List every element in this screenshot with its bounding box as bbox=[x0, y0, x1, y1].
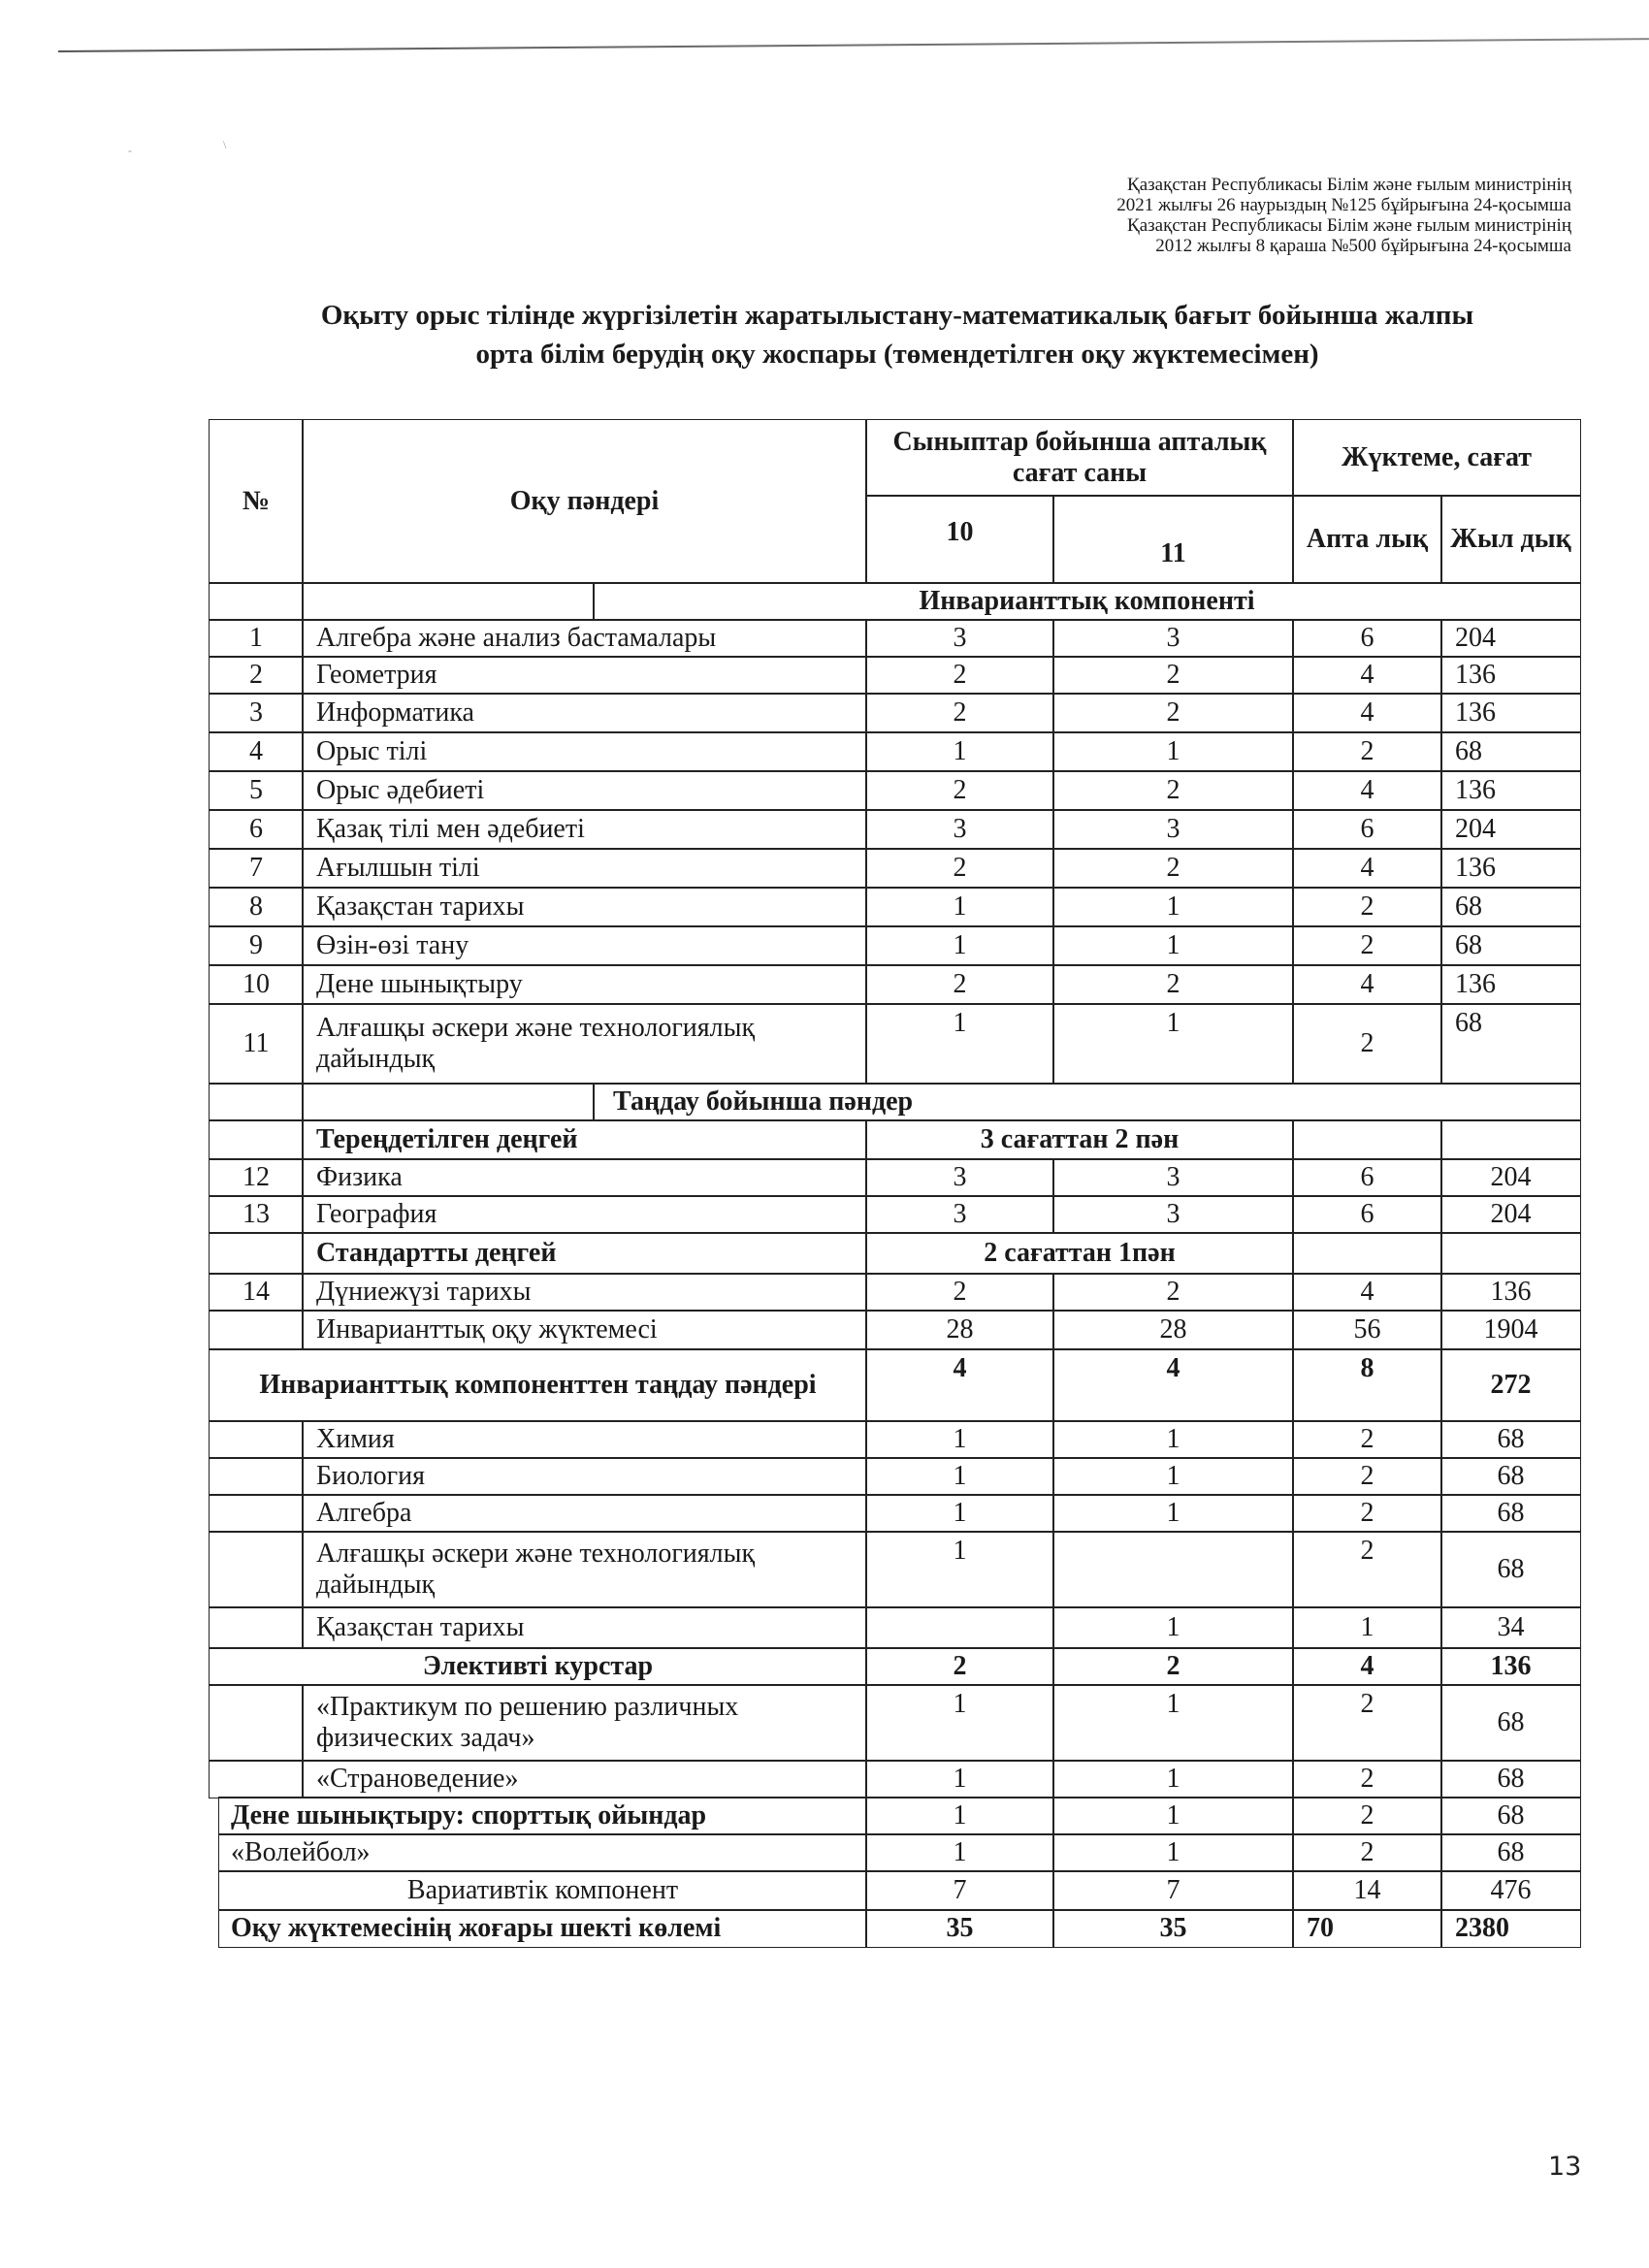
row-annual: 68 bbox=[1440, 1531, 1581, 1608]
header-annual: Жыл дық bbox=[1440, 495, 1581, 584]
row-subject: Қазақстан тарихы bbox=[302, 1606, 867, 1649]
row-weekly: 1 bbox=[1292, 1606, 1442, 1649]
row-class-11: 35 bbox=[1052, 1909, 1294, 1948]
order-reference-line: 2021 жылғы 26 наурыздың №125 бұйрығына 24-қосымша bbox=[1116, 195, 1571, 215]
row-class-11: 1 bbox=[1052, 1797, 1294, 1835]
scan-artifact: \ bbox=[223, 138, 227, 151]
row-class-10: 1 bbox=[865, 1531, 1054, 1608]
row-class-10: 2 bbox=[865, 964, 1054, 1005]
row-class-11: 28 bbox=[1052, 1310, 1294, 1350]
row-class-10: 1 bbox=[865, 1494, 1054, 1533]
row-class-11: 3 bbox=[1052, 1158, 1294, 1197]
scan-artifact: - bbox=[128, 144, 132, 157]
section-invariant: Инварианттық компоненті bbox=[593, 582, 1581, 621]
row-annual: 136 bbox=[1440, 848, 1581, 889]
row-class-10: 2 bbox=[865, 693, 1054, 733]
row-annual: 68 bbox=[1440, 1684, 1581, 1762]
row-annual: 204 bbox=[1440, 1195, 1581, 1234]
row-class-11: 2 bbox=[1052, 770, 1294, 811]
empty-cell bbox=[209, 1606, 304, 1649]
standard-level-note: 2 сағаттан 1пән bbox=[865, 1232, 1294, 1275]
row-class-10: 28 bbox=[865, 1310, 1054, 1350]
empty-cell bbox=[302, 582, 595, 621]
row-subject: Алғашқы әскери және технологиялық дайындық bbox=[302, 1531, 867, 1608]
row-weekly: 2 bbox=[1292, 1531, 1442, 1608]
row-class-10: 2 bbox=[865, 1273, 1054, 1312]
row-number: 8 bbox=[209, 887, 304, 927]
row-class-10: 3 bbox=[865, 1195, 1054, 1234]
row-class-11: 1 bbox=[1052, 1494, 1294, 1533]
header-load: Жүктеме, сағат bbox=[1292, 419, 1581, 497]
row-class-11: 1 bbox=[1052, 1457, 1294, 1496]
row-annual: 34 bbox=[1440, 1606, 1581, 1649]
row-annual: 68 bbox=[1440, 1457, 1581, 1496]
row-class-11: 2 bbox=[1052, 693, 1294, 733]
row-weekly: 4 bbox=[1292, 964, 1442, 1005]
row-weekly: 4 bbox=[1292, 770, 1442, 811]
row-weekly: 8 bbox=[1292, 1348, 1442, 1422]
row-subject: Физика bbox=[302, 1158, 867, 1197]
section-advanced-level: Тереңдетілген деңгей bbox=[302, 1119, 867, 1160]
row-subject: Дүниежүзі тарихы bbox=[302, 1273, 867, 1312]
empty-cell bbox=[1292, 1119, 1442, 1160]
row-number: 6 bbox=[209, 809, 304, 850]
row-annual: 136 bbox=[1440, 1647, 1581, 1686]
row-class-11: 1 bbox=[1052, 1606, 1294, 1649]
order-reference bbox=[1116, 175, 1571, 256]
empty-cell bbox=[209, 1494, 304, 1533]
empty-cell bbox=[1292, 1232, 1442, 1275]
row-class-10: 1 bbox=[865, 1797, 1054, 1835]
row-number: 13 bbox=[209, 1195, 304, 1234]
row-annual: 68 bbox=[1440, 1494, 1581, 1533]
row-class-10: 1 bbox=[865, 1833, 1054, 1872]
row-weekly: 70 bbox=[1292, 1909, 1442, 1948]
row-class-11: 1 bbox=[1052, 1420, 1294, 1459]
row-number: 11 bbox=[209, 1003, 304, 1085]
row-subject: Геометрия bbox=[302, 656, 867, 695]
row-class-10: 1 bbox=[865, 1420, 1054, 1459]
elective-courses-label: Элективті курстар bbox=[209, 1647, 867, 1686]
order-reference-line: 2012 жылғы 8 қараша №500 бұйрығына 24-қосымша bbox=[1155, 236, 1571, 256]
row-weekly: 2 bbox=[1292, 1457, 1442, 1496]
row-subject: Орыс тілі bbox=[302, 731, 867, 772]
row-number: 10 bbox=[209, 964, 304, 1005]
row-annual: 68 bbox=[1440, 925, 1581, 966]
row-class-11: 3 bbox=[1052, 1195, 1294, 1234]
row-class-11: 1 bbox=[1052, 1684, 1294, 1762]
row-class-11: 4 bbox=[1052, 1348, 1294, 1422]
row-annual: 2380 bbox=[1440, 1909, 1581, 1948]
row-subject: «Страноведение» bbox=[302, 1760, 867, 1798]
empty-cell bbox=[209, 1457, 304, 1496]
document-title-line-2: орта білім берудің оқу жоспары (төмендетілген оқу жүктемесімен) bbox=[475, 339, 1319, 370]
row-class-10 bbox=[865, 1606, 1054, 1649]
row-annual: 68 bbox=[1440, 1797, 1581, 1835]
header-class-11: 11 bbox=[1052, 495, 1294, 584]
empty-cell bbox=[209, 1119, 304, 1160]
row-class-10: 1 bbox=[865, 925, 1054, 966]
row-weekly: 4 bbox=[1292, 1273, 1442, 1312]
row-annual: 136 bbox=[1440, 693, 1581, 733]
row-weekly: 14 bbox=[1292, 1870, 1442, 1911]
row-class-10: 1 bbox=[865, 1684, 1054, 1762]
row-annual: 204 bbox=[1440, 809, 1581, 850]
empty-cell bbox=[209, 1420, 304, 1459]
row-class-11: 3 bbox=[1052, 809, 1294, 850]
row-class-11: 2 bbox=[1052, 1647, 1294, 1686]
row-class-11: 1 bbox=[1052, 1760, 1294, 1798]
row-number: 4 bbox=[209, 731, 304, 772]
row-weekly: 6 bbox=[1292, 1158, 1442, 1197]
row-class-11: 1 bbox=[1052, 925, 1294, 966]
row-weekly: 4 bbox=[1292, 1647, 1442, 1686]
row-subject: Өзін-өзі тану bbox=[302, 925, 867, 966]
header-number: № bbox=[209, 419, 304, 584]
row-number: 1 bbox=[209, 619, 304, 658]
row-weekly: 6 bbox=[1292, 809, 1442, 850]
empty-cell bbox=[209, 1232, 304, 1275]
row-annual: 68 bbox=[1440, 1003, 1581, 1085]
section-standard-level: Стандартты деңгей bbox=[302, 1232, 867, 1275]
row-weekly: 2 bbox=[1292, 731, 1442, 772]
row-weekly: 6 bbox=[1292, 1195, 1442, 1234]
empty-cell bbox=[209, 582, 304, 621]
row-class-11: 2 bbox=[1052, 1273, 1294, 1312]
scan-top-rule bbox=[58, 38, 1649, 52]
header-weekly: Апта лық bbox=[1292, 495, 1442, 584]
row-weekly: 6 bbox=[1292, 619, 1442, 658]
row-subject: География bbox=[302, 1195, 867, 1234]
row-class-10: 4 bbox=[865, 1348, 1054, 1422]
row-annual: 68 bbox=[1440, 731, 1581, 772]
row-number: 12 bbox=[209, 1158, 304, 1197]
row-subject: «Практикум по решению различных физических задач» bbox=[302, 1684, 867, 1762]
row-annual: 204 bbox=[1440, 619, 1581, 658]
header-subjects: Оқу пәндері bbox=[302, 419, 867, 584]
row-number: 9 bbox=[209, 925, 304, 966]
row-weekly: 2 bbox=[1292, 1003, 1442, 1085]
row-number: 14 bbox=[209, 1273, 304, 1312]
row-class-10: 1 bbox=[865, 1003, 1054, 1085]
row-annual: 68 bbox=[1440, 1760, 1581, 1798]
row-class-10: 1 bbox=[865, 1760, 1054, 1798]
row-annual: 136 bbox=[1440, 656, 1581, 695]
row-subject: Ағылшын тілі bbox=[302, 848, 867, 889]
row-class-11: 7 bbox=[1052, 1870, 1294, 1911]
empty-cell bbox=[209, 1760, 304, 1798]
row-annual: 476 bbox=[1440, 1870, 1581, 1911]
row-weekly: 2 bbox=[1292, 1684, 1442, 1762]
row-annual: 68 bbox=[1440, 887, 1581, 927]
invariant-total-label: Инварианттық оқу жүктемесі bbox=[302, 1310, 867, 1350]
document-title-line-1: Оқыту орыс тілінде жүргізілетін жаратылыстану-математикалық бағыт бойынша жалпы bbox=[320, 300, 1474, 331]
row-annual: 272 bbox=[1440, 1348, 1581, 1422]
order-reference-line: Қазақстан Республикасы Білім және ғылым министрінің bbox=[1127, 215, 1571, 236]
row-subject: Алғашқы әскери және технологиялық дайындық bbox=[302, 1003, 867, 1085]
row-weekly: 56 bbox=[1292, 1310, 1442, 1350]
row-annual: 136 bbox=[1440, 964, 1581, 1005]
row-class-10: 2 bbox=[865, 848, 1054, 889]
empty-cell bbox=[209, 1310, 304, 1350]
empty-cell bbox=[209, 1531, 304, 1608]
row-subject: Алгебра және анализ бастамалары bbox=[302, 619, 867, 658]
row-class-11: 3 bbox=[1052, 619, 1294, 658]
volleyball-label: «Волейбол» bbox=[218, 1833, 867, 1872]
row-class-11: 1 bbox=[1052, 1833, 1294, 1872]
row-weekly: 4 bbox=[1292, 656, 1442, 695]
row-annual: 1904 bbox=[1440, 1310, 1581, 1350]
row-annual: 204 bbox=[1440, 1158, 1581, 1197]
row-class-10: 35 bbox=[865, 1909, 1054, 1948]
row-weekly: 4 bbox=[1292, 693, 1442, 733]
page-number: 13 bbox=[1548, 2152, 1582, 2182]
invariant-elective-label: Инварианттық компоненттен таңдау пәндері bbox=[209, 1348, 867, 1422]
row-class-10: 1 bbox=[865, 731, 1054, 772]
row-class-10: 3 bbox=[865, 619, 1054, 658]
row-weekly: 2 bbox=[1292, 1494, 1442, 1533]
variative-label: Вариативтік компонент bbox=[218, 1870, 867, 1911]
row-class-10: 1 bbox=[865, 887, 1054, 927]
row-subject: Орыс әдебиеті bbox=[302, 770, 867, 811]
row-subject: Алгебра bbox=[302, 1494, 867, 1533]
section-elective: Таңдау бойынша пәндер bbox=[593, 1083, 1581, 1121]
row-class-11: 2 bbox=[1052, 848, 1294, 889]
row-class-11: 1 bbox=[1052, 731, 1294, 772]
empty-cell bbox=[1440, 1119, 1581, 1160]
row-number: 5 bbox=[209, 770, 304, 811]
row-class-11: 1 bbox=[1052, 1003, 1294, 1085]
empty-cell bbox=[302, 1083, 595, 1121]
row-weekly: 2 bbox=[1292, 1760, 1442, 1798]
row-class-10: 3 bbox=[865, 1158, 1054, 1197]
row-class-10: 2 bbox=[865, 1647, 1054, 1686]
row-class-11: 2 bbox=[1052, 964, 1294, 1005]
row-class-11: 2 bbox=[1052, 656, 1294, 695]
row-weekly: 2 bbox=[1292, 1797, 1442, 1835]
row-annual: 68 bbox=[1440, 1420, 1581, 1459]
empty-cell bbox=[209, 1684, 304, 1762]
sport-label: Дене шынықтыру: спорттық ойындар bbox=[218, 1797, 867, 1835]
row-weekly: 2 bbox=[1292, 1833, 1442, 1872]
row-subject: Дене шынықтыру bbox=[302, 964, 867, 1005]
row-subject: Қазақ тілі мен әдебиеті bbox=[302, 809, 867, 850]
row-class-10: 7 bbox=[865, 1870, 1054, 1911]
advanced-level-note: 3 сағаттан 2 пән bbox=[865, 1119, 1294, 1160]
row-class-10: 1 bbox=[865, 1457, 1054, 1496]
row-class-10: 3 bbox=[865, 809, 1054, 850]
header-class-10: 10 bbox=[865, 495, 1054, 584]
row-weekly: 4 bbox=[1292, 848, 1442, 889]
row-weekly: 2 bbox=[1292, 925, 1442, 966]
row-class-10: 2 bbox=[865, 656, 1054, 695]
row-number: 2 bbox=[209, 656, 304, 695]
row-weekly: 2 bbox=[1292, 1420, 1442, 1459]
max-load-label: Оқу жүктемесінің жоғары шекті көлемі bbox=[218, 1909, 867, 1948]
order-reference-line: Қазақстан Республикасы Білім және ғылым министрінің bbox=[1127, 175, 1571, 195]
row-subject: Қазақстан тарихы bbox=[302, 887, 867, 927]
empty-cell bbox=[1440, 1232, 1581, 1275]
row-class-11 bbox=[1052, 1531, 1294, 1608]
row-subject: Информатика bbox=[302, 693, 867, 733]
row-annual: 136 bbox=[1440, 770, 1581, 811]
row-subject: Химия bbox=[302, 1420, 867, 1459]
row-subject: Биология bbox=[302, 1457, 867, 1496]
row-number: 7 bbox=[209, 848, 304, 889]
row-annual: 68 bbox=[1440, 1833, 1581, 1872]
row-class-10: 2 bbox=[865, 770, 1054, 811]
row-weekly: 2 bbox=[1292, 887, 1442, 927]
row-number: 3 bbox=[209, 693, 304, 733]
document-title bbox=[209, 296, 1586, 373]
row-class-11: 1 bbox=[1052, 887, 1294, 927]
row-annual: 136 bbox=[1440, 1273, 1581, 1312]
empty-cell bbox=[209, 1083, 304, 1121]
header-weekly-by-class: Сыныптар бойынша апталық сағат саны bbox=[865, 419, 1294, 497]
